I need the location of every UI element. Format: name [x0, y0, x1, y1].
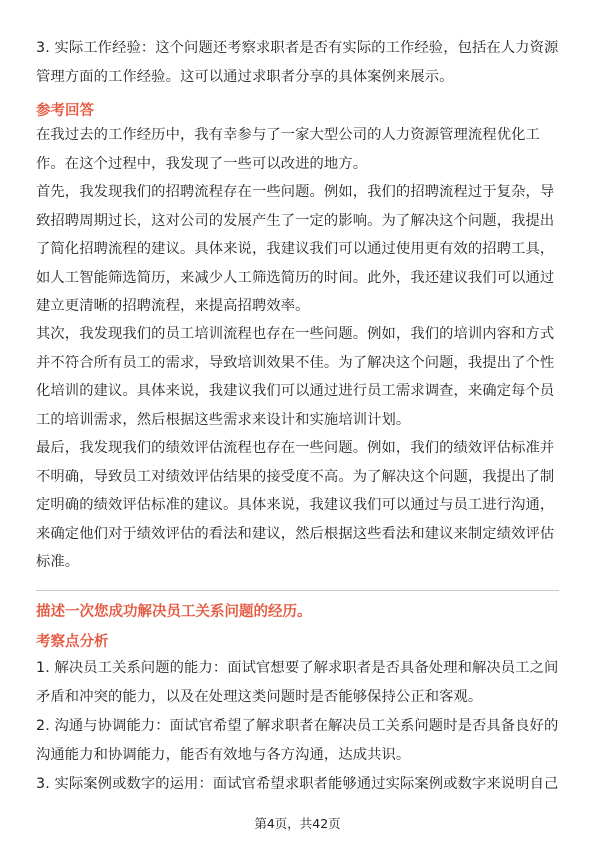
answer-paragraph-3: 其次，我发现我们的员工培训流程也存在一些问题。例如，我们的培训内容和方式 并不符合所有员工的需求，导致培训效果不佳。为了解决这个问题，我提出了个性 化培训的建议。具体来说，我建议我们可以通过进行员工需求调查，来确定每个员 工的培训需求，然后根据这些需求来设计和实施培训计划。: [36, 326, 555, 428]
section-divider: [36, 590, 559, 591]
analysis-point-1: 1. 解决员工关系问题的能力：面试官想要了解求职者是否具备处理和解决员工之间 矛盾和冲突的能力，以及在处理这类问题时是否能够保持公正和客观。: [36, 660, 559, 705]
page-number: 第4页，共42页: [254, 816, 341, 831]
analysis-point-3: 3. 实际案例或数字的运用：面试官希望求职者能够通过实际案例或数字来说明自己: [36, 776, 559, 792]
answer-paragraph-2: 首先，我发现我们的招聘流程存在一些问题。例如，我们的招聘流程过于复杂，导 致招聘周期过长，这对公司的发展产生了一定的影响。为了解决这个问题，我提出 了简化招聘流程的建议。具体来说，我建议我们可以通过使用更有效的招聘工具， 如人工智能筛选简历，来减少人工筛选简历的时间。此外，我还建议我们可以通过 建立更清晰的招聘流程，来提高招聘效率。: [36, 184, 555, 314]
exam-point-3: 3. 实际工作经验：这个问题还考察求职者是否有实际的工作经验，包括在人力资源 管理方面的工作经验。这可以通过求职者分享的具体案例来展示。: [36, 40, 559, 85]
question-heading: 描述一次您成功解决员工关系问题的经历。: [36, 604, 312, 620]
answer-paragraph-1: 在我过去的工作经历中，我有幸参与了一家大型公司的人力资源管理流程优化工 作。在这个过程中，我发现了一些可以改进的地方。: [36, 127, 540, 172]
answer-paragraph-4: 最后，我发现我们的绩效评估流程也存在一些问题。例如，我们的绩效评估标准并 不明确，导致员工对绩效评估结果的接受度不高。为了解决这个问题，我提出了制 定明确的绩效评估标准的建议。具体来说，我建议我们可以通过与员工进行沟通， 来确定他们对于绩效评估的看法和建议，然后根据这些看法和建议来制定绩效评估 标准。: [36, 440, 555, 570]
analysis-point-2: 2. 沟通与协调能力：面试官希望了解求职者在解决员工关系问题时是否具备良好的 沟通能力和协调能力，能否有效地与各方沟通，达成共识。: [36, 718, 559, 763]
answer-heading: 参考回答: [36, 103, 94, 119]
analysis-heading: 考察点分析: [36, 634, 109, 650]
